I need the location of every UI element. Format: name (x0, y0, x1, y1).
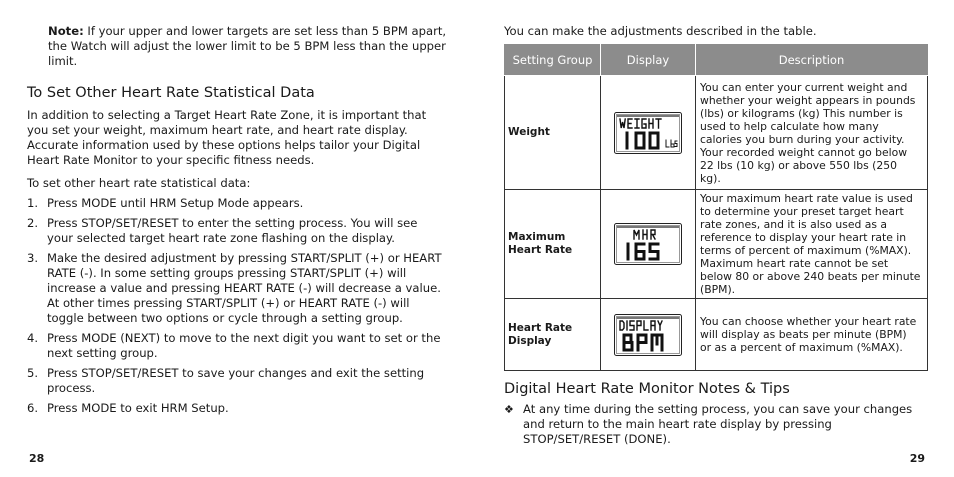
lcd-weight-icon (614, 112, 682, 154)
diamond-bullet-icon: ❖ (504, 403, 514, 416)
description-weight: You can enter your current weight and whether your weight appears in pounds (lbs) or kilograms (kg) This number is used to help calculate how many calories you burn during your activity. Your recorded weight cannot go below 22 lbs (10 kg) or above 550 lbs (250 kg). (696, 76, 928, 190)
steps-lead: To set other heart rate statistical data: (27, 176, 251, 190)
tip-item (504, 402, 924, 447)
display-cell (601, 190, 696, 299)
lcd-heart-rate-display-icon (614, 314, 682, 356)
section-heading-notes-tips: Digital Heart Rate Monitor Notes & Tips (504, 381, 790, 397)
description-maximum-heart-rate: Your maximum heart rate value is used to determine your preset target heart rate zones, and it is also used as a reference to display your heart rate in terms of percent of maximum (%MAX). Maximum heart rate cannot be set below 80 or above 240 beats per minute (BPM). (696, 190, 928, 299)
step-text: Press MODE (NEXT) to move to the next digit you want to set or the next setting group. (47, 331, 441, 360)
table-row (505, 76, 928, 190)
table-row (505, 299, 928, 371)
step-item (27, 216, 442, 246)
right-page (477, 0, 954, 477)
step-number: 2. (27, 216, 39, 230)
header-display: Display (601, 45, 696, 76)
lcd-max-heart-rate-icon (614, 223, 682, 265)
step-text: Press STOP/SET/RESET to save your changes and exit the setting process. (47, 366, 425, 395)
step-item (27, 331, 442, 361)
step-number: 5. (27, 366, 39, 380)
step-text: Press MODE until HRM Setup Mode appears. (47, 196, 304, 210)
note-label: Note: (48, 24, 84, 38)
step-item (27, 401, 442, 416)
setting-group-weight: Weight (505, 76, 601, 190)
step-text: Press MODE to exit HRM Setup. (47, 401, 229, 415)
table-intro: You can make the adjustments described in the table. (504, 24, 817, 38)
tip-text: At any time during the setting process, you can save your changes and return to the main heart rate display by pressing STOP/SET/RESET (DONE). (523, 402, 913, 446)
step-number: 6. (27, 401, 39, 415)
page-number-left: 28 (29, 452, 45, 465)
note-text: If your upper and lower targets are set less than 5 BPM apart, the Watch will adjust the lower limit to be 5 BPM less than the upper limit. (48, 24, 447, 68)
table-row (505, 190, 928, 299)
display-cell (601, 76, 696, 190)
step-item (27, 251, 442, 326)
step-number: 4. (27, 331, 39, 345)
step-text: Make the desired adjustment by pressing START/SPLIT (+) or HEART RATE (-). In some setting groups pressing START/SPLIT (+) will increase a value and pressing HEART RATE (-) will decrease a value. At other times pressing START/SPLIT (+) or HEART RATE (-) will toggle between two options or cycle through a setting group. (47, 251, 442, 325)
note-paragraph (48, 24, 448, 69)
steps-list (27, 196, 442, 421)
page-number-right: 29 (909, 452, 925, 465)
header-description: Description (696, 45, 928, 76)
step-number: 1. (27, 196, 39, 210)
step-item (27, 196, 442, 211)
step-text: Press STOP/SET/RESET to enter the setting process. You will see your selected target heart rate zone flashing on the display. (47, 216, 418, 245)
intro-paragraph: In addition to selecting a Target Heart Rate Zone, it is important that you set your weight, maximum heart rate, and heart rate display. Accurate information used by these options helps tailor your Digital Heart Rate Monitor to your specific fitness needs. (27, 108, 427, 167)
step-item (27, 366, 442, 396)
description-heart-rate-display: You can choose whether your heart rate will display as beats per minute (BPM) or as a percent of maximum (%MAX). (696, 299, 928, 371)
table-header-row (505, 45, 928, 76)
display-cell (601, 299, 696, 371)
header-setting-group: Setting Group (505, 45, 601, 76)
section-heading-statistical-data: To Set Other Heart Rate Statistical Data (27, 85, 315, 101)
settings-table (504, 44, 928, 371)
setting-group-maximum-heart-rate: Maximum Heart Rate (505, 190, 601, 299)
setting-group-heart-rate-display: Heart Rate Display (505, 299, 601, 371)
step-number: 3. (27, 251, 39, 265)
